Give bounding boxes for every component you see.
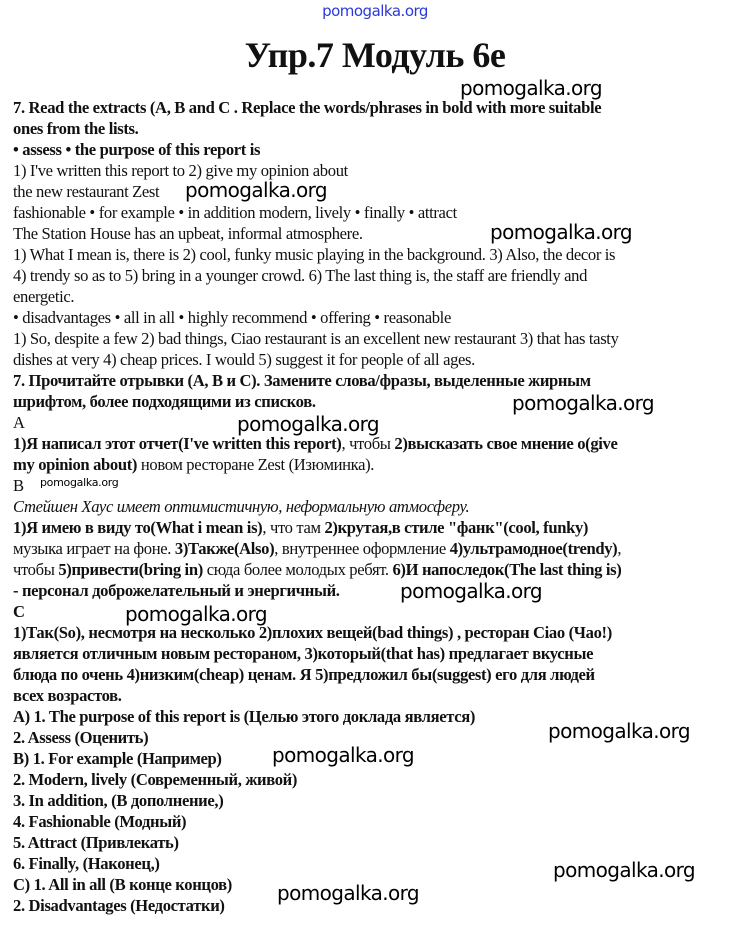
watermark: pomogalka.org: [400, 579, 543, 603]
text-line: [13, 286, 748, 307]
text-segment: the new restaurant Zest: [13, 182, 160, 201]
text-line: [13, 349, 748, 370]
text-line: [13, 811, 748, 832]
text-segment: my opinion about): [13, 455, 138, 474]
watermark: pomogalka.org: [553, 858, 696, 882]
text-line: [13, 370, 748, 391]
text-line: [13, 790, 748, 811]
text-line: [13, 307, 748, 328]
text-segment: 2. Modern, lively (Современный, живой): [13, 770, 298, 789]
text-line: [13, 181, 748, 202]
text-segment: B) 1. For example (Например): [13, 749, 222, 768]
text-segment: 7. Read the extracts (A, B and C . Replace the words/phrases in bold with more suitable: [13, 98, 602, 117]
watermark: pomogalka.org: [548, 719, 691, 743]
text-segment: C) 1. All in all (В конце концов): [13, 875, 232, 894]
text-line: [13, 496, 748, 517]
text-line: [13, 433, 748, 454]
text-line: [13, 664, 748, 685]
text-segment: ones from the lists.: [13, 119, 139, 138]
text-line: [13, 475, 748, 496]
text-segment: 1)Я имею в виду то(What i mean is): [13, 518, 263, 537]
text-segment: B: [13, 476, 24, 495]
watermark: pomogalka.org: [185, 178, 328, 202]
text-line: [13, 538, 748, 559]
text-segment: 5)привести(bring in): [58, 560, 203, 579]
text-segment: 7. Прочитайте отрывки (А, В и С). Замените слова/фразы, выделенные жирным: [13, 371, 591, 390]
text-segment: Стейшен Хаус имеет оптимистичную, неформальную атмосферу.: [13, 497, 470, 516]
text-line: [13, 118, 748, 139]
text-segment: dishes at very 4) cheap prices. I would 5) suggest it for people of all ages.: [13, 350, 475, 369]
text-line: [13, 160, 748, 181]
text-segment: - персонал доброжелательный и энергичный.: [13, 581, 340, 600]
text-segment: музыка играет на фоне.: [13, 539, 175, 558]
text-segment: fashionable • for example • in addition modern, lively • finally • attract: [13, 203, 457, 222]
text-line: [13, 580, 748, 601]
text-segment: 4) trendy so as to 5) bring in a younger crowd. 6) The last thing is, the staff are friendly and: [13, 266, 588, 285]
text-segment: energetic.: [13, 287, 75, 306]
watermark: pomogalka.org: [125, 602, 268, 626]
watermark: pomogalka.org: [512, 391, 655, 415]
text-segment: A: [13, 413, 25, 432]
text-line: [13, 559, 748, 580]
watermark: pomogalka.org: [277, 881, 420, 905]
text-segment: The Station House has an upbeat, informal atmosphere.: [13, 224, 363, 243]
text-segment: ,: [617, 539, 622, 558]
text-segment: • disadvantages • all in all • highly recommend • offering • reasonable: [13, 308, 451, 327]
watermark: pomogalka.org: [237, 412, 380, 436]
text-line: [13, 685, 748, 706]
text-segment: 1)Я написал этот отчет(I've written this report): [13, 434, 342, 453]
text-line: [13, 412, 748, 433]
text-segment: 1) I've written this report to 2) give my opinion about: [13, 161, 348, 180]
text-segment: C: [13, 602, 25, 621]
text-line: [13, 454, 748, 475]
text-line: [13, 643, 748, 664]
text-segment: A) 1. The purpose of this report is (Целью этого доклада является): [13, 707, 476, 726]
text-line: [13, 769, 748, 790]
text-segment: 5. Attract (Привлекать): [13, 833, 179, 852]
watermark: pomogalka.org: [490, 220, 633, 244]
text-line: [13, 622, 748, 643]
text-segment: шрифтом, более подходящими из списков.: [13, 392, 316, 411]
watermark: pomogalka.org: [272, 743, 415, 767]
text-segment: 4)ультрамодное(trendy): [449, 539, 618, 558]
text-segment: 6)И напоследок(The last thing is): [392, 560, 622, 579]
text-segment: 2)высказать свое мнение о(give: [394, 434, 618, 453]
text-line: [13, 202, 748, 223]
text-segment: 2)крутая,в стиле "фанк"(cool, funky): [324, 518, 589, 537]
text-segment: блюда по очень 4)низким(cheap) ценам. Я 5)предложил бы(suggest) его для людей: [13, 665, 595, 684]
watermark: pomogalka.org: [40, 476, 119, 489]
document-body: [13, 97, 748, 916]
text-line: [13, 265, 748, 286]
text-segment: , внутреннее оформление: [274, 539, 450, 558]
text-segment: чтобы: [13, 560, 59, 579]
text-segment: 2. Disadvantages (Недостатки): [13, 896, 225, 915]
page-title: Упр.7 Модуль 6е: [244, 35, 506, 75]
text-segment: , чтобы: [341, 434, 395, 453]
text-segment: • assess • the purpose of this report is: [13, 140, 261, 159]
text-segment: 3. In addition, (В дополнение,): [13, 791, 224, 810]
text-segment: 3)Также(Also): [174, 539, 275, 558]
text-segment: новом ресторане Zest (Изюминка).: [137, 455, 375, 474]
watermark: pomogalka.org: [460, 76, 603, 100]
text-segment: 1)Так(So), несмотря на несколько 2)плохих вещей(bad things) , ресторан Ciao (Чао!): [13, 623, 612, 642]
text-segment: 1) So, despite a few 2) bad things, Ciao restaurant is an excellent new restaurant 3) that has tasty: [13, 329, 619, 348]
text-segment: является отличным новым рестораном, 3)который(that has) предлагает вкусные: [13, 644, 594, 663]
text-line: [13, 517, 748, 538]
text-segment: сюда более молодых ребят.: [202, 560, 393, 579]
header-watermark-link[interactable]: pomogalka.org: [322, 2, 428, 20]
text-segment: 1) What I mean is, there is 2) cool, funky music playing in the background. 3) Also, the decor is: [13, 245, 616, 264]
text-line: [13, 601, 748, 622]
text-segment: 2. Assess (Оценить): [13, 728, 149, 747]
text-segment: 4. Fashionable (Модный): [13, 812, 187, 831]
text-segment: 6. Finally, (Наконец,): [13, 854, 160, 873]
text-line: [13, 139, 748, 160]
text-line: [13, 244, 748, 265]
text-segment: всех возрастов.: [13, 686, 122, 705]
text-line: [13, 328, 748, 349]
text-line: [13, 832, 748, 853]
text-line: [13, 97, 748, 118]
text-line: [13, 223, 748, 244]
text-segment: , что там: [262, 518, 325, 537]
